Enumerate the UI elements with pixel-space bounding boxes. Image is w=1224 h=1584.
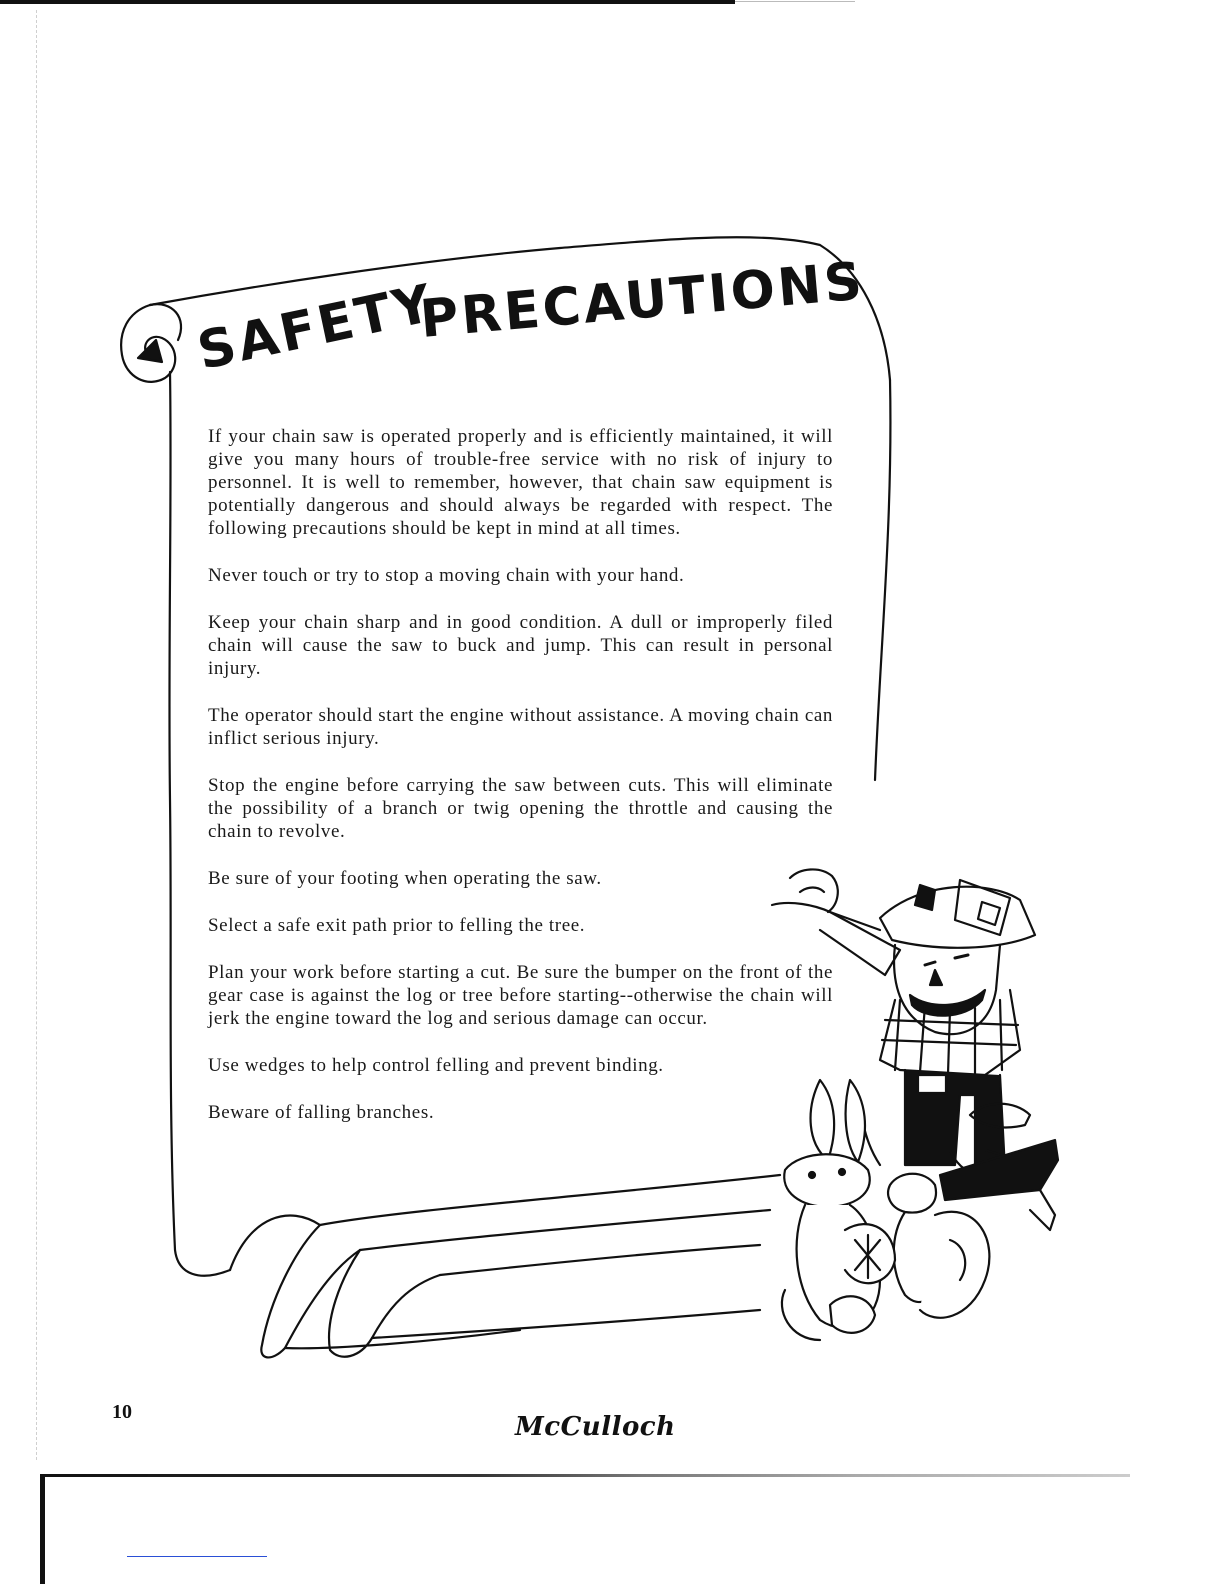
scroll-curl-shade: [138, 340, 162, 362]
bottom-link-rule: [127, 1556, 267, 1557]
title-word-precautions: PRECAUTIONS: [417, 251, 868, 350]
brand-logo: McCulloch: [515, 1412, 676, 1442]
bottom-left-bar: [40, 1476, 45, 1584]
precaution-item: Use wedges to help control felling and prevent binding.: [208, 1055, 664, 1076]
precaution-item: The operator should start the engine without assistance. A moving chain can inflict serious injury.: [208, 705, 833, 749]
precaution-item: Keep your chain sharp and in good condition. A dull or improperly filed chain will cause the saw to buck and jump. This can result in personal injury.: [208, 612, 833, 679]
precautions-text: [208, 425, 833, 1148]
precaution-item: Plan your work before starting a cut. Be sure the bumper on the front of the gear case is against the log or tree before starting--otherwise the chain will jerk the engine toward the log and serious damage can occur.: [208, 962, 833, 1029]
bottom-rule: [40, 1474, 1130, 1477]
title-word-safety: SAFETY: [192, 273, 440, 382]
precaution-item: Never touch or try to stop a moving chain with your hand.: [208, 565, 685, 586]
precaution-item: Stop the engine before carrying the saw between cuts. This will eliminate the possibility of a branch or twig opening the throttle and causing the chain to revolve.: [208, 775, 833, 842]
page-title: [192, 251, 868, 412]
precaution-item: Be sure of your footing when operating the saw.: [208, 868, 602, 889]
precaution-item: Select a safe exit path prior to felling the tree.: [208, 915, 586, 936]
precaution-item: Beware of falling branches.: [208, 1102, 435, 1123]
intro-paragraph: If your chain saw is operated properly and is efficiently maintained, it will give you many hours of trouble-free service with no risk of injury to personnel. It is well to remember, however, that chain saw equipment is potentially dangerous and should always be regarded with respect. The following precautions should be kept in mind at all times.: [208, 426, 833, 539]
page-number: 10: [112, 1401, 132, 1423]
